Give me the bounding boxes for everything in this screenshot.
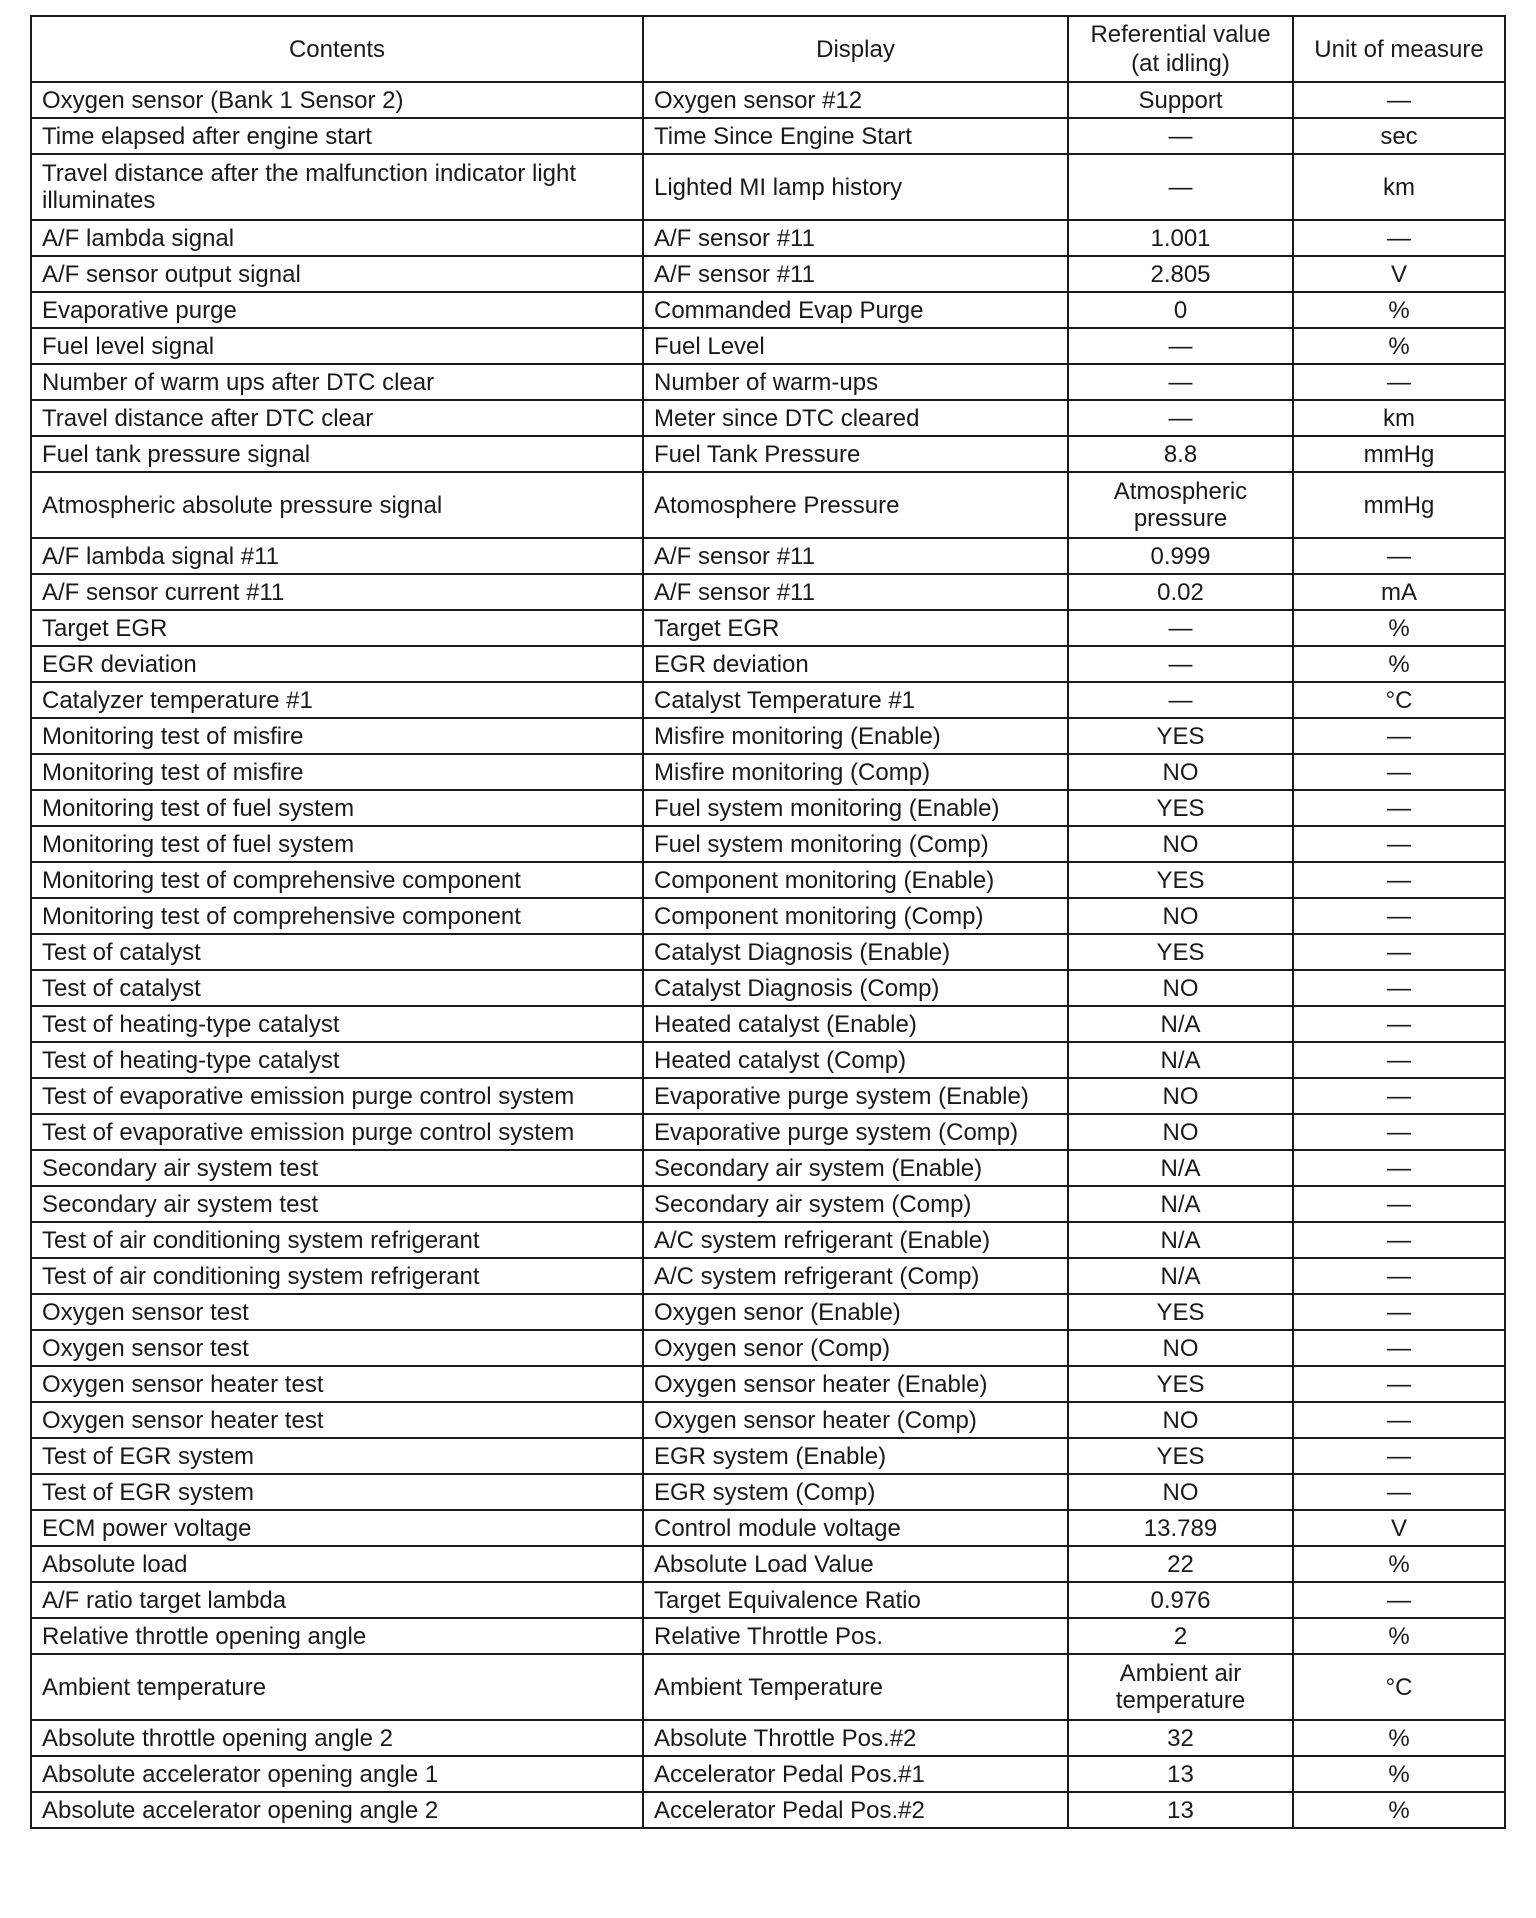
cell-display: Heated catalyst (Enable) [643, 1006, 1068, 1042]
cell-contents: Test of heating-type catalyst [31, 1042, 643, 1078]
table-row [31, 436, 1505, 472]
cell-referential-value: YES [1068, 1366, 1293, 1402]
cell-display: EGR deviation [643, 646, 1068, 682]
cell-display: Secondary air system (Enable) [643, 1150, 1068, 1186]
cell-display: Component monitoring (Enable) [643, 862, 1068, 898]
header-unit: Unit of measure [1293, 16, 1505, 82]
cell-unit: — [1293, 1114, 1505, 1150]
cell-display: A/C system refrigerant (Enable) [643, 1222, 1068, 1258]
cell-contents: Monitoring test of fuel system [31, 826, 643, 862]
table-row [31, 538, 1505, 574]
cell-unit: mmHg [1293, 472, 1505, 538]
cell-unit: — [1293, 754, 1505, 790]
table-row [31, 1078, 1505, 1114]
cell-referential-value: — [1068, 364, 1293, 400]
cell-referential-value: Support [1068, 82, 1293, 118]
cell-referential-value: — [1068, 154, 1293, 220]
cell-referential-value: 2.805 [1068, 256, 1293, 292]
cell-display: Evaporative purge system (Comp) [643, 1114, 1068, 1150]
cell-referential-value: NO [1068, 1078, 1293, 1114]
cell-unit: °C [1293, 682, 1505, 718]
cell-contents: A/F lambda signal [31, 220, 643, 256]
table-row [31, 472, 1505, 538]
cell-referential-value: 13 [1068, 1792, 1293, 1828]
cell-unit: % [1293, 328, 1505, 364]
table-row [31, 1294, 1505, 1330]
cell-unit: — [1293, 826, 1505, 862]
cell-contents: Number of warm ups after DTC clear [31, 364, 643, 400]
table-row [31, 256, 1505, 292]
cell-unit: — [1293, 1582, 1505, 1618]
cell-referential-value: N/A [1068, 1186, 1293, 1222]
cell-referential-value: — [1068, 610, 1293, 646]
table-row [31, 82, 1505, 118]
cell-display: Catalyst Temperature #1 [643, 682, 1068, 718]
cell-display: Catalyst Diagnosis (Comp) [643, 970, 1068, 1006]
cell-display: Evaporative purge system (Enable) [643, 1078, 1068, 1114]
table-row [31, 118, 1505, 154]
cell-contents: Atmospheric absolute pressure signal [31, 472, 643, 538]
table-header [31, 16, 1505, 82]
header-referential-line1: Referential value [1090, 21, 1271, 48]
cell-contents: Catalyzer temperature #1 [31, 682, 643, 718]
cell-unit: — [1293, 1222, 1505, 1258]
cell-display: Meter since DTC cleared [643, 400, 1068, 436]
cell-referential-value: N/A [1068, 1222, 1293, 1258]
table-body [31, 82, 1505, 1828]
cell-contents: Monitoring test of misfire [31, 718, 643, 754]
cell-unit: — [1293, 1402, 1505, 1438]
cell-referential-value: 8.8 [1068, 436, 1293, 472]
cell-unit: — [1293, 1006, 1505, 1042]
cell-contents: Test of evaporative emission purge control system [31, 1078, 643, 1114]
cell-display: Number of warm-ups [643, 364, 1068, 400]
table-row [31, 790, 1505, 826]
cell-contents: Absolute load [31, 1546, 643, 1582]
cell-display: A/F sensor #11 [643, 538, 1068, 574]
table-row [31, 1150, 1505, 1186]
table-row [31, 364, 1505, 400]
cell-contents: Monitoring test of comprehensive component [31, 898, 643, 934]
cell-display: Target Equivalence Ratio [643, 1582, 1068, 1618]
cell-display: Oxygen sensor #12 [643, 82, 1068, 118]
reference-values-table [30, 15, 1506, 1829]
table-row [31, 826, 1505, 862]
cell-display: Commanded Evap Purge [643, 292, 1068, 328]
cell-display: Fuel system monitoring (Comp) [643, 826, 1068, 862]
cell-unit: °C [1293, 1654, 1505, 1720]
cell-contents: Test of air conditioning system refrigerant [31, 1222, 643, 1258]
cell-contents: Test of heating-type catalyst [31, 1006, 643, 1042]
cell-unit: — [1293, 970, 1505, 1006]
cell-contents: Oxygen sensor test [31, 1330, 643, 1366]
table-row [31, 682, 1505, 718]
cell-display: Fuel Tank Pressure [643, 436, 1068, 472]
cell-display: Heated catalyst (Comp) [643, 1042, 1068, 1078]
cell-display: Component monitoring (Comp) [643, 898, 1068, 934]
table-row [31, 1582, 1505, 1618]
cell-contents: Fuel tank pressure signal [31, 436, 643, 472]
table-row [31, 1756, 1505, 1792]
cell-contents: A/F ratio target lambda [31, 1582, 643, 1618]
header-row [31, 16, 1505, 82]
cell-referential-value: NO [1068, 754, 1293, 790]
cell-contents: Test of air conditioning system refrigerant [31, 1258, 643, 1294]
cell-referential-value: Ambient air temperature [1068, 1654, 1293, 1720]
cell-contents: Absolute accelerator opening angle 1 [31, 1756, 643, 1792]
table-row [31, 1222, 1505, 1258]
cell-unit: % [1293, 1756, 1505, 1792]
cell-contents: Oxygen sensor heater test [31, 1402, 643, 1438]
table-row [31, 1114, 1505, 1150]
cell-referential-value: N/A [1068, 1258, 1293, 1294]
table-row [31, 1258, 1505, 1294]
header-contents: Contents [31, 16, 643, 82]
cell-referential-value: — [1068, 646, 1293, 682]
cell-contents: Time elapsed after engine start [31, 118, 643, 154]
cell-unit: — [1293, 1150, 1505, 1186]
cell-display: Secondary air system (Comp) [643, 1186, 1068, 1222]
cell-display: Oxygen senor (Comp) [643, 1330, 1068, 1366]
cell-referential-value: N/A [1068, 1150, 1293, 1186]
cell-referential-value: YES [1068, 718, 1293, 754]
cell-contents: Target EGR [31, 610, 643, 646]
cell-unit: — [1293, 1438, 1505, 1474]
cell-display: Absolute Load Value [643, 1546, 1068, 1582]
cell-contents: Test of evaporative emission purge control system [31, 1114, 643, 1150]
cell-contents: Ambient temperature [31, 1654, 643, 1720]
cell-unit: — [1293, 1186, 1505, 1222]
cell-unit: — [1293, 1078, 1505, 1114]
table-row [31, 1042, 1505, 1078]
cell-contents: Test of EGR system [31, 1474, 643, 1510]
cell-display: Time Since Engine Start [643, 118, 1068, 154]
cell-contents: Oxygen sensor heater test [31, 1366, 643, 1402]
cell-contents: Monitoring test of fuel system [31, 790, 643, 826]
reference-table-container [30, 15, 1504, 1829]
cell-display: Ambient Temperature [643, 1654, 1068, 1720]
table-row [31, 1006, 1505, 1042]
cell-referential-value: NO [1068, 1114, 1293, 1150]
cell-referential-value: NO [1068, 1402, 1293, 1438]
cell-contents: Travel distance after the malfunction indicator light illuminates [31, 154, 643, 220]
cell-contents: Test of catalyst [31, 970, 643, 1006]
cell-unit: — [1293, 1294, 1505, 1330]
cell-unit: — [1293, 790, 1505, 826]
cell-unit: — [1293, 538, 1505, 574]
cell-contents: Absolute accelerator opening angle 2 [31, 1792, 643, 1828]
cell-unit: — [1293, 718, 1505, 754]
cell-referential-value: — [1068, 400, 1293, 436]
cell-referential-value: 13 [1068, 1756, 1293, 1792]
cell-contents: Test of catalyst [31, 934, 643, 970]
cell-unit: V [1293, 256, 1505, 292]
table-row [31, 646, 1505, 682]
cell-referential-value: NO [1068, 898, 1293, 934]
cell-referential-value: YES [1068, 1294, 1293, 1330]
cell-display: Relative Throttle Pos. [643, 1618, 1068, 1654]
cell-display: Atomosphere Pressure [643, 472, 1068, 538]
cell-unit: mmHg [1293, 436, 1505, 472]
cell-contents: Secondary air system test [31, 1150, 643, 1186]
cell-contents: Travel distance after DTC clear [31, 400, 643, 436]
cell-referential-value: 13.789 [1068, 1510, 1293, 1546]
cell-display: Accelerator Pedal Pos.#1 [643, 1756, 1068, 1792]
cell-referential-value: 2 [1068, 1618, 1293, 1654]
cell-referential-value: YES [1068, 1438, 1293, 1474]
cell-unit: — [1293, 1330, 1505, 1366]
cell-display: Fuel system monitoring (Enable) [643, 790, 1068, 826]
cell-display: A/C system refrigerant (Comp) [643, 1258, 1068, 1294]
table-row [31, 1474, 1505, 1510]
cell-referential-value: YES [1068, 862, 1293, 898]
table-row [31, 328, 1505, 364]
cell-unit: km [1293, 154, 1505, 220]
cell-contents: Monitoring test of misfire [31, 754, 643, 790]
cell-unit: % [1293, 646, 1505, 682]
cell-unit: % [1293, 1720, 1505, 1756]
cell-unit: sec [1293, 118, 1505, 154]
cell-display: Accelerator Pedal Pos.#2 [643, 1792, 1068, 1828]
header-referential-line2: (at idling) [1131, 50, 1230, 77]
cell-contents: Secondary air system test [31, 1186, 643, 1222]
cell-contents: A/F sensor current #11 [31, 574, 643, 610]
cell-contents: A/F lambda signal #11 [31, 538, 643, 574]
cell-referential-value: — [1068, 682, 1293, 718]
cell-contents: EGR deviation [31, 646, 643, 682]
cell-display: A/F sensor #11 [643, 574, 1068, 610]
cell-referential-value: N/A [1068, 1006, 1293, 1042]
cell-unit: — [1293, 898, 1505, 934]
table-row [31, 400, 1505, 436]
cell-unit: % [1293, 1546, 1505, 1582]
cell-display: Oxygen senor (Enable) [643, 1294, 1068, 1330]
cell-referential-value: NO [1068, 1474, 1293, 1510]
cell-display: A/F sensor #11 [643, 256, 1068, 292]
cell-referential-value: YES [1068, 790, 1293, 826]
cell-contents: Oxygen sensor (Bank 1 Sensor 2) [31, 82, 643, 118]
table-row [31, 1366, 1505, 1402]
cell-unit: — [1293, 1258, 1505, 1294]
cell-display: EGR system (Comp) [643, 1474, 1068, 1510]
cell-display: Catalyst Diagnosis (Enable) [643, 934, 1068, 970]
table-row [31, 292, 1505, 328]
header-display: Display [643, 16, 1068, 82]
cell-unit: % [1293, 1618, 1505, 1654]
cell-referential-value: 0.976 [1068, 1582, 1293, 1618]
cell-display: Fuel Level [643, 328, 1068, 364]
cell-display: Target EGR [643, 610, 1068, 646]
cell-contents: Absolute throttle opening angle 2 [31, 1720, 643, 1756]
cell-display: EGR system (Enable) [643, 1438, 1068, 1474]
cell-referential-value: 0.02 [1068, 574, 1293, 610]
table-row [31, 862, 1505, 898]
cell-unit: % [1293, 292, 1505, 328]
cell-contents: ECM power voltage [31, 1510, 643, 1546]
table-row [31, 574, 1505, 610]
table-row [31, 1402, 1505, 1438]
cell-referential-value: 0 [1068, 292, 1293, 328]
cell-unit: — [1293, 934, 1505, 970]
table-row [31, 1186, 1505, 1222]
cell-contents: Test of EGR system [31, 1438, 643, 1474]
cell-unit: % [1293, 1792, 1505, 1828]
cell-unit: % [1293, 610, 1505, 646]
table-row [31, 1792, 1505, 1828]
cell-display: Lighted MI lamp history [643, 154, 1068, 220]
cell-unit: — [1293, 1366, 1505, 1402]
cell-contents: Monitoring test of comprehensive component [31, 862, 643, 898]
cell-referential-value: N/A [1068, 1042, 1293, 1078]
cell-referential-value: Atmospheric pressure [1068, 472, 1293, 538]
cell-display: Oxygen sensor heater (Comp) [643, 1402, 1068, 1438]
cell-contents: A/F sensor output signal [31, 256, 643, 292]
table-row [31, 970, 1505, 1006]
table-row [31, 1654, 1505, 1720]
table-row [31, 898, 1505, 934]
cell-unit: V [1293, 1510, 1505, 1546]
cell-referential-value: NO [1068, 826, 1293, 862]
table-row [31, 1546, 1505, 1582]
cell-referential-value: YES [1068, 934, 1293, 970]
cell-display: Misfire monitoring (Enable) [643, 718, 1068, 754]
table-row [31, 154, 1505, 220]
cell-contents: Relative throttle opening angle [31, 1618, 643, 1654]
cell-referential-value: NO [1068, 1330, 1293, 1366]
cell-unit: — [1293, 364, 1505, 400]
cell-unit: — [1293, 1474, 1505, 1510]
table-row [31, 718, 1505, 754]
cell-referential-value: NO [1068, 970, 1293, 1006]
table-row [31, 1720, 1505, 1756]
cell-referential-value: 1.001 [1068, 220, 1293, 256]
table-row [31, 754, 1505, 790]
table-row [31, 1510, 1505, 1546]
cell-unit: — [1293, 862, 1505, 898]
cell-unit: — [1293, 1042, 1505, 1078]
table-row [31, 1330, 1505, 1366]
cell-referential-value: — [1068, 328, 1293, 364]
cell-contents: Oxygen sensor test [31, 1294, 643, 1330]
cell-display: Control module voltage [643, 1510, 1068, 1546]
cell-contents: Evaporative purge [31, 292, 643, 328]
cell-display: Misfire monitoring (Comp) [643, 754, 1068, 790]
cell-unit: — [1293, 82, 1505, 118]
cell-referential-value: 32 [1068, 1720, 1293, 1756]
cell-unit: — [1293, 220, 1505, 256]
header-referential-value [1068, 16, 1293, 82]
cell-referential-value: 0.999 [1068, 538, 1293, 574]
table-row [31, 220, 1505, 256]
cell-referential-value: — [1068, 118, 1293, 154]
cell-display: Oxygen sensor heater (Enable) [643, 1366, 1068, 1402]
table-row [31, 1438, 1505, 1474]
cell-unit: km [1293, 400, 1505, 436]
cell-display: Absolute Throttle Pos.#2 [643, 1720, 1068, 1756]
cell-contents: Fuel level signal [31, 328, 643, 364]
table-row [31, 1618, 1505, 1654]
cell-referential-value: 22 [1068, 1546, 1293, 1582]
table-row [31, 934, 1505, 970]
table-row [31, 610, 1505, 646]
cell-display: A/F sensor #11 [643, 220, 1068, 256]
cell-unit: mA [1293, 574, 1505, 610]
